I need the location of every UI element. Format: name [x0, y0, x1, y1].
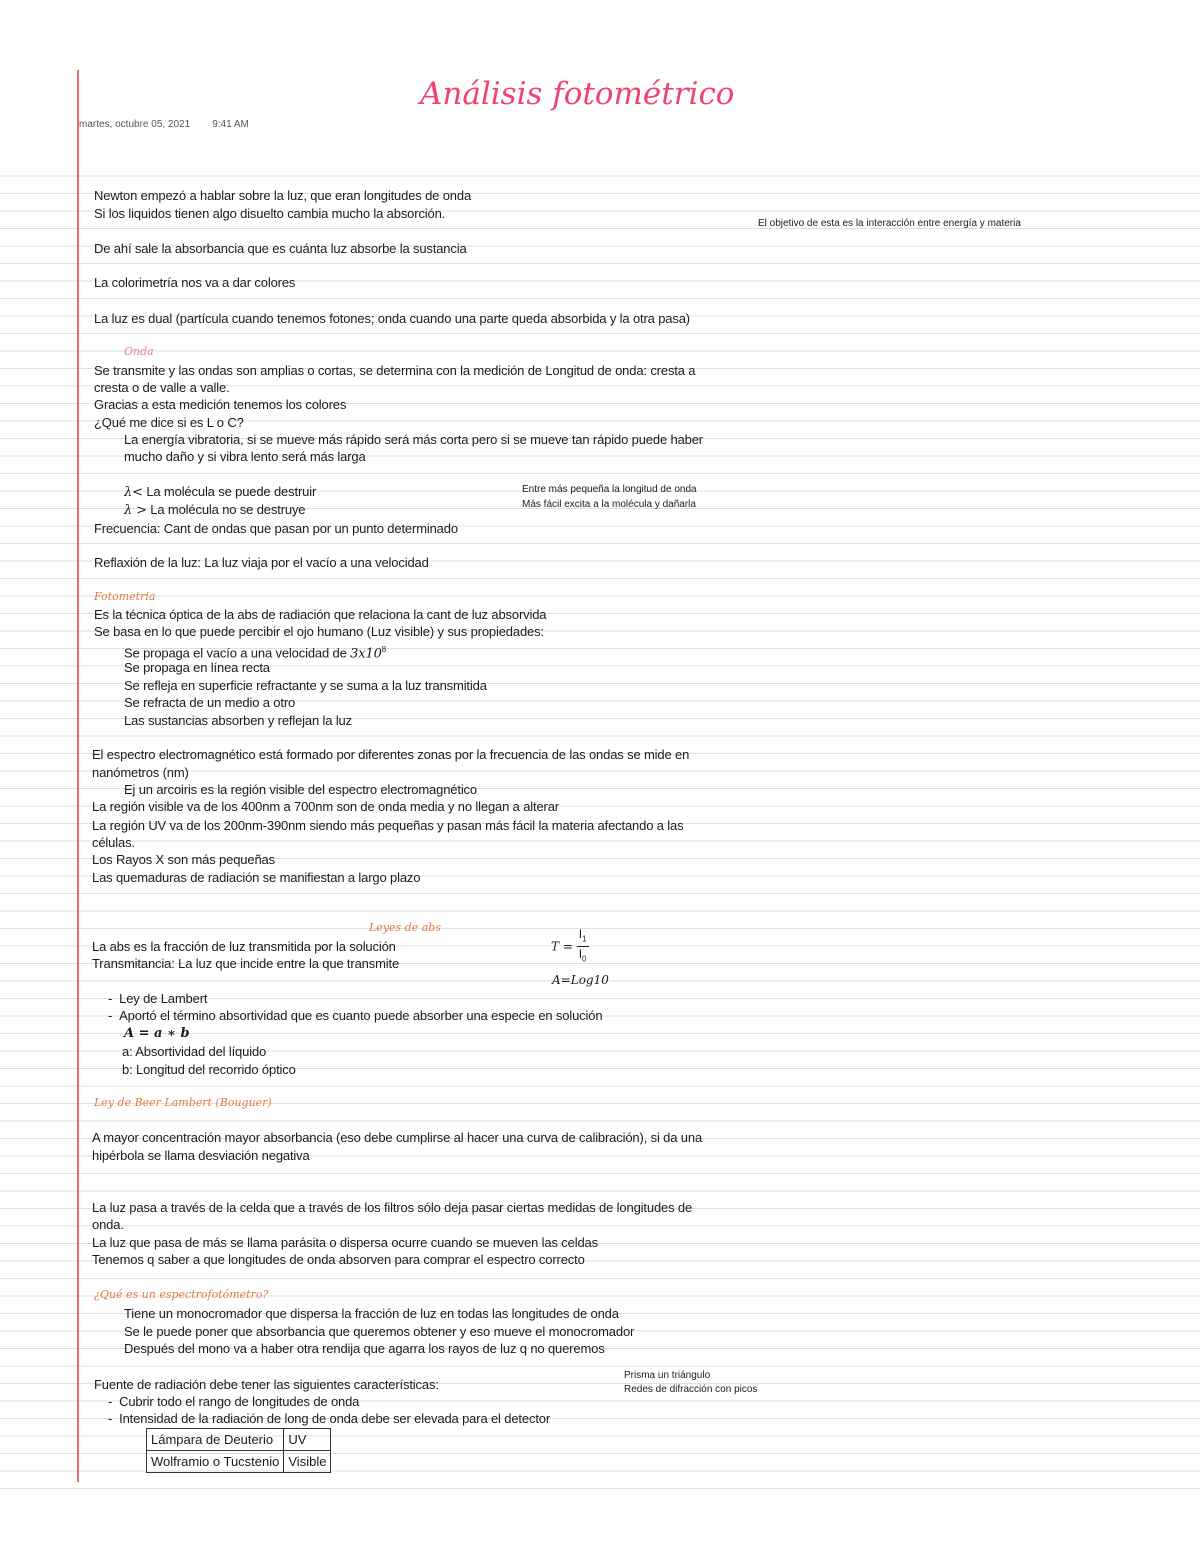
espectro-line: La región visible va de los 400nm a 700nm son de onda media y no llegan a alterar [92, 799, 559, 814]
lamp-region-cell: UV [284, 1429, 331, 1451]
formula-num-sub: 1 [582, 934, 587, 944]
celda-line: La luz que pasa de más se llama parásita o dispersa ocurre cuando se mueven las celdas [92, 1235, 598, 1250]
notebook-margin-line [77, 70, 79, 1482]
prop-vacio-value: 3x10 [350, 646, 382, 662]
heading-beer-lambert: Ley de Beer Lambert (Bouguer) [94, 1096, 272, 1109]
formula-transmitancia [551, 927, 589, 967]
onda-line: ¿Qué me dice si es L o C? [94, 415, 244, 430]
intro-line: La luz es dual (partícula cuando tenemos fotones; onda cuando una parte queda absorbida y la otra pasa) [94, 311, 690, 326]
lambert-bullet-text: Aportó el término absortividad que es cuanto puede absorber una especie en solución [119, 1008, 603, 1023]
fuente-bullet-text: Cubrir todo el rango de longitudes de onda [119, 1394, 360, 1409]
reflaxion-line: Reflaxión de la luz: La luz viaja por el vacío a una velocidad [94, 555, 429, 570]
lambda-less-line [124, 483, 316, 501]
frecuencia-line: Frecuencia: Cant de ondas que pasan por un punto determinado [94, 521, 458, 536]
lamp-table [146, 1428, 331, 1473]
espectro-line: nanómetros (nm) [92, 765, 189, 780]
fotometria-prop: Se propaga en línea recta [124, 660, 270, 675]
lambda-less-text: La molécula se puede destruir [146, 484, 317, 499]
formula-a-por-b: A = a ∗ b [124, 1026, 190, 1041]
formula-fraction [577, 927, 589, 967]
intro-line: De ahí sale la absorbancia que es cuánta luz absorbe la sustancia [94, 241, 467, 256]
lambert-bullet: - Aportó el término absortividad que es cuanto puede absorber una especie en solución [108, 1008, 603, 1023]
fotometria-line: Es la técnica óptica de la abs de radiación que relaciona la cant de luz absorvida [94, 607, 547, 622]
lamp-region-cell: Visible [284, 1451, 331, 1473]
note-time: 9:41 AM [212, 119, 249, 130]
espectrofotometro-line: Se le puede poner que absorbancia que queremos obtener y eso mueve el monocromador [124, 1324, 635, 1339]
formula-absorbancia: A=Log10 [552, 973, 609, 987]
espectro-line: Las quemaduras de radiación se manifiestan a largo plazo [92, 870, 421, 885]
side-note-objetivo: El objetivo de esta es la interacción entre energía y materia [758, 218, 1021, 229]
onda-line: cresta o de valle a valle. [94, 380, 230, 395]
fuente-bullet-text: Intensidad de la radiación de long de onda debe ser elevada para el detector [119, 1411, 551, 1426]
fotometria-prop: Las sustancias absorben y reflejan la luz [124, 713, 352, 728]
espectrofotometro-line: Tiene un monocromador que dispersa la fracción de luz en todas las longitudes de onda [124, 1306, 619, 1321]
def-b: b: Longitud del recorrido óptico [122, 1062, 296, 1077]
formula-den-sub: 0 [582, 954, 587, 964]
beer-line: hipérbola se llama desviación negativa [92, 1148, 310, 1163]
heading-onda: Onda [124, 345, 154, 358]
espectro-line: células. [92, 835, 135, 850]
table-row [147, 1451, 331, 1473]
def-a: a: Absortividad del líquido [122, 1044, 267, 1059]
espectrofotometro-line: Después del mono va a haber otra rendija que agarra los rayos de luz q no queremos [124, 1341, 605, 1356]
espectro-line: La región UV va de los 200nm-390nm siendo más pequeñas y pasan más fácil la materia afectando a las [92, 818, 684, 833]
celda-line: onda. [92, 1217, 124, 1232]
lambda-greater-line [124, 501, 305, 519]
intro-line: Newton empezó a hablar sobre la luz, que eran longitudes de onda [94, 188, 472, 203]
side-note-excita: Más fácil excita a la molécula y dañarla [522, 499, 696, 510]
onda-line: Gracias a esta medición tenemos los colores [94, 397, 347, 412]
page-title: Análisis fotométrico [420, 76, 735, 112]
fuente-intro: Fuente de radiación debe tener las siguientes características: [94, 1377, 439, 1392]
formula-den-symbol: I [578, 947, 583, 962]
intro-line: La colorimetría nos va a dar colores [94, 275, 296, 290]
table-row [147, 1429, 331, 1451]
espectro-line: El espectro electromagnético está formado por diferentes zonas por la frecuencia de las ondas se mide en [92, 747, 690, 762]
side-note-prisma: Prisma un triángulo [624, 1370, 711, 1381]
side-note-redes: Redes de difracción con picos [624, 1384, 758, 1395]
note-date: martes, octubre 05, 2021 [79, 119, 191, 130]
celda-line: La luz pasa a través de la celda que a través de los filtros sólo deja pasar ciertas medidas de longitudes de [92, 1200, 693, 1215]
onda-line: Se transmite y las ondas son amplias o cortas, se determina con la medición de Longitud de onda: cresta a [94, 363, 696, 378]
fuente-bullet: - Intensidad de la radiación de long de onda debe ser elevada para el detector [108, 1411, 551, 1426]
lambert-bullet-text: Ley de Lambert [119, 991, 208, 1006]
lambda-greater-symbol: λ > [124, 503, 147, 518]
lamp-name-cell: Wolframio o Tucstenio [147, 1451, 284, 1473]
onda-line: La energía vibratoria, si se mueve más rápido será más corta pero si se mueve tan rápido puede haber [124, 432, 703, 447]
lambert-bullet: - Ley de Lambert [108, 991, 208, 1006]
lamp-name-cell: Lámpara de Deuterio [147, 1429, 284, 1451]
celda-line: Tenemos q saber a que longitudes de onda absorven para comprar el espectro correcto [92, 1252, 585, 1267]
formula-num-symbol: I [578, 927, 583, 941]
side-note-longitud: Entre más pequeña la longitud de onda [522, 484, 697, 495]
espectro-line: Los Rayos X son más pequeñas [92, 852, 275, 867]
heading-espectrofotometro: ¿Qué es un espectrofotómetro? [94, 1288, 269, 1301]
lambda-less-symbol: λ< [124, 485, 143, 500]
prop-vacio-exp: 8 [381, 645, 387, 654]
leyes-line: La abs es la fracción de luz transmitida por la solución [92, 939, 396, 954]
formula-t-label: T = [551, 939, 573, 954]
leyes-line: Transmitancia: La luz que incide entre la que transmite [92, 956, 400, 971]
prop-vacio-text: Se propaga el vacío a una velocidad de [124, 645, 347, 661]
fotometria-prop: Se refracta de un medio a otro [124, 695, 296, 710]
fotometria-prop: Se refleja en superficie refractante y se suma a la luz transmitida [124, 678, 487, 693]
note-datetime [79, 119, 271, 130]
lambda-greater-text: La molécula no se destruye [150, 502, 306, 517]
formula-denominator [577, 947, 589, 966]
espectro-line: Ej un arcoiris es la región visible del espectro electromagnético [124, 782, 477, 797]
heading-fotometria: Fotometria [94, 590, 156, 603]
fotometria-line: Se basa en lo que puede percibir el ojo humano (Luz visible) y sus propiedades: [94, 624, 544, 639]
intro-line: Si los liquidos tienen algo disuelto cambia mucho la absorción. [94, 206, 446, 221]
fuente-bullet: - Cubrir todo el rango de longitudes de onda [108, 1394, 360, 1409]
onda-line: mucho daño y si vibra lento será más larga [124, 449, 366, 464]
beer-line: A mayor concentración mayor absorbancia (eso debe cumplirse al hacer una curva de calibración), si da una [92, 1130, 703, 1145]
heading-leyes: Leyes de abs [369, 921, 441, 934]
formula-numerator [577, 927, 589, 947]
